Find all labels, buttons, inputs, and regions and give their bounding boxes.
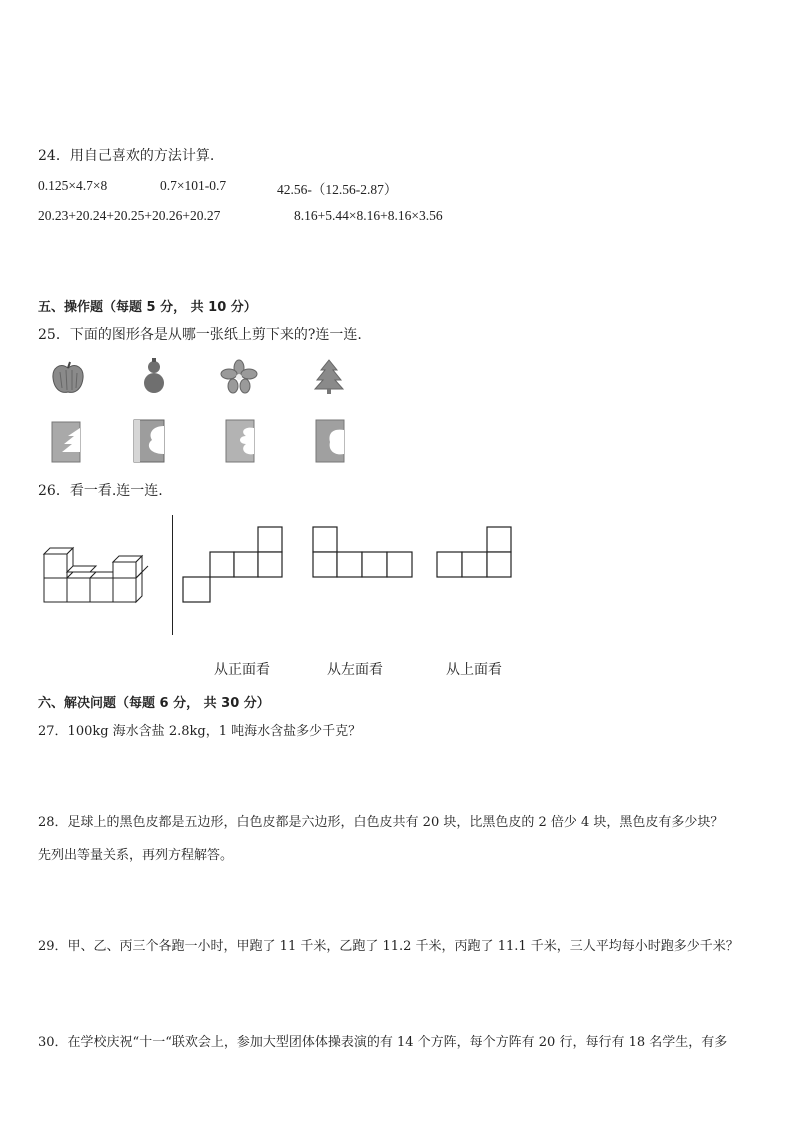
view-grid-1 (182, 526, 286, 606)
paper-tree-cutout (52, 422, 82, 462)
q28-line-2: 先列出等量关系，再列方程解答。 (38, 848, 234, 863)
q24-expr-5: 8.16+5.44×8.16+8.16×3.56 (294, 208, 443, 223)
q30-prompt: 30．在学校庆祝“十一“联欢会上，参加大型团体体操表演的有 14 个方阵，每个方阵有 20 行，每行有 18 名学生，有多 (38, 1035, 728, 1050)
cube-stack-3d (40, 548, 160, 608)
flower-icon (221, 360, 257, 394)
q24-expr-2: 0.7×101-0.7 (160, 178, 227, 193)
q24-prompt: 24．用自己喜欢的方法计算. (38, 148, 215, 164)
paper-flower-cutout (226, 420, 256, 462)
view-label-front: 从正面看 (214, 662, 270, 678)
apple-icon (50, 360, 86, 396)
q26-divider (172, 515, 173, 635)
q25-prompt: 25．下面的图形各是从哪一张纸上剪下来的?连一连. (38, 327, 362, 343)
q24-expr-1: 0.125×4.7×8 (38, 178, 108, 193)
q26-prompt: 26．看一看.连一连. (38, 483, 163, 499)
view-label-left: 从左面看 (327, 662, 383, 678)
gourd-icon (138, 358, 170, 394)
q27-prompt: 27．100kg 海水含盐 2.8kg，1 吨海水含盐多少千克？ (38, 724, 362, 739)
view-label-top: 从上面看 (446, 662, 502, 678)
q24-expr-3: 42.56-（12.56-2.87） (277, 182, 398, 197)
paper-apple-cutout (316, 420, 346, 462)
section-5-title: 五、操作题（每题 5 分， 共 10 分） (38, 300, 257, 315)
q29-prompt: 29．甲、乙、丙三个各跑一小时，甲跑了 11 千米，乙跑了 11.2 千米，丙跑了 11.1 千米，三人平均每小时跑多少千米？ (38, 939, 739, 954)
view-grid-2 (312, 526, 416, 580)
q28-line-1: 28．足球上的黑色皮都是五边形，白色皮都是六边形，白色皮共有 20 块，比黑色皮的 2 倍少 4 块，黑色皮有多少块？ (38, 815, 724, 830)
tree-icon (314, 360, 344, 394)
section-6-title: 六、解决问题（每题 6 分， 共 30 分） (38, 696, 270, 711)
view-grid-3 (436, 526, 516, 580)
q24-expr-4: 20.23+20.24+20.25+20.26+20.27 (38, 208, 221, 223)
paper-gourd-cutout (134, 420, 166, 462)
